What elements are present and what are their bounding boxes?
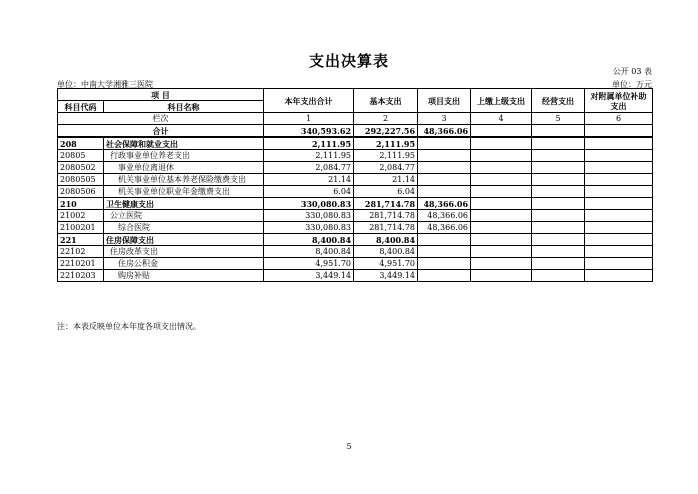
header-items-group: 项 目 <box>58 89 264 101</box>
table-row <box>58 246 653 258</box>
row-value <box>532 246 585 258</box>
header-code: 科目代码 <box>58 101 104 113</box>
total-row <box>58 125 653 138</box>
footnote: 注：本表反映单位本年度各项支出情况。 <box>57 322 201 331</box>
table-row <box>58 198 653 210</box>
row-value <box>585 198 653 210</box>
total-cell <box>471 125 532 138</box>
row-value <box>471 174 532 186</box>
row-value: 330,080.83 <box>264 198 354 210</box>
row-value <box>532 150 585 162</box>
row-value <box>532 270 585 282</box>
page-title: 支出决算表 <box>308 52 389 70</box>
row-value <box>418 258 471 270</box>
expenditure-table <box>57 88 653 282</box>
index-cell: 1 <box>264 113 354 125</box>
row-value <box>532 137 585 150</box>
index-cell: 4 <box>471 113 532 125</box>
row-value <box>585 210 653 222</box>
row-code: 21002 <box>58 210 104 222</box>
row-code: 2100201 <box>58 222 104 234</box>
row-code: 20805 <box>58 150 104 162</box>
currency-unit: 单位：万元 <box>612 80 652 89</box>
page-number: 5 <box>346 442 352 451</box>
index-label: 栏次 <box>58 113 264 125</box>
header-col5: 经营支出 <box>532 89 585 113</box>
row-name: 社会保障和就业支出 <box>104 137 264 150</box>
header-col3: 项目支出 <box>418 89 471 113</box>
row-code: 2080506 <box>58 186 104 198</box>
row-name: 机关事业单位职业年金缴费支出 <box>104 186 264 198</box>
header-col4: 上缴上级支出 <box>471 89 532 113</box>
row-code: 22102 <box>58 246 104 258</box>
table-row <box>58 234 653 246</box>
row-name: 卫生健康支出 <box>104 198 264 210</box>
row-name: 住房公积金 <box>104 258 264 270</box>
row-value <box>532 162 585 174</box>
row-value <box>532 198 585 210</box>
row-value: 4,951.70 <box>354 258 418 270</box>
row-code: 2210203 <box>58 270 104 282</box>
row-name: 机关事业单位基本养老保险缴费支出 <box>104 174 264 186</box>
table-row <box>58 258 653 270</box>
row-value <box>471 162 532 174</box>
row-value: 281,714.78 <box>354 198 418 210</box>
row-code: 2080505 <box>58 174 104 186</box>
row-value <box>585 150 653 162</box>
table-row <box>58 270 653 282</box>
row-value: 3,449.14 <box>264 270 354 282</box>
header-col1: 本年支出合计 <box>264 89 354 113</box>
row-value <box>418 246 471 258</box>
row-value: 48,366.06 <box>418 210 471 222</box>
row-value <box>418 174 471 186</box>
row-value <box>532 234 585 246</box>
row-value: 21.14 <box>354 174 418 186</box>
row-value <box>585 246 653 258</box>
row-value <box>418 150 471 162</box>
row-value: 8,400.84 <box>354 246 418 258</box>
row-value: 8,400.84 <box>264 234 354 246</box>
row-value <box>532 186 585 198</box>
row-value: 48,366.06 <box>418 198 471 210</box>
row-code: 2080502 <box>58 162 104 174</box>
row-value <box>418 162 471 174</box>
header-col2: 基本支出 <box>354 89 418 113</box>
row-value: 2,111.95 <box>264 150 354 162</box>
row-value: 48,366.06 <box>418 222 471 234</box>
table-row <box>58 137 653 150</box>
row-value <box>418 270 471 282</box>
table-row <box>58 162 653 174</box>
table-row <box>58 186 653 198</box>
row-value: 3,449.14 <box>354 270 418 282</box>
row-value: 2,084.77 <box>354 162 418 174</box>
row-value <box>471 137 532 150</box>
row-value: 8,400.84 <box>264 246 354 258</box>
row-value <box>471 258 532 270</box>
row-value <box>585 234 653 246</box>
row-name: 行政事业单位养老支出 <box>104 150 264 162</box>
total-cell: 292,227.56 <box>354 125 418 138</box>
row-name: 综合医院 <box>104 222 264 234</box>
total-label: 合计 <box>58 125 264 138</box>
header-row <box>58 89 653 101</box>
row-value <box>471 198 532 210</box>
row-value <box>532 210 585 222</box>
row-value <box>532 174 585 186</box>
row-value <box>585 137 653 150</box>
table-row <box>58 174 653 186</box>
total-cell <box>585 125 653 138</box>
row-value: 21.14 <box>264 174 354 186</box>
row-value: 6.04 <box>354 186 418 198</box>
header-name: 科目名称 <box>104 101 264 113</box>
row-value <box>585 162 653 174</box>
total-cell: 340,593.62 <box>264 125 354 138</box>
row-name: 公立医院 <box>104 210 264 222</box>
index-row <box>58 113 653 125</box>
row-code: 210 <box>58 198 104 210</box>
row-value <box>471 222 532 234</box>
row-value <box>585 174 653 186</box>
row-value <box>471 270 532 282</box>
row-value <box>418 186 471 198</box>
row-code: 221 <box>58 234 104 246</box>
row-value <box>532 258 585 270</box>
table-row <box>58 222 653 234</box>
row-value: 4,951.70 <box>264 258 354 270</box>
row-value <box>471 150 532 162</box>
row-value <box>418 137 471 150</box>
row-value <box>585 186 653 198</box>
row-value <box>585 270 653 282</box>
row-code: 2210201 <box>58 258 104 270</box>
index-cell: 5 <box>532 113 585 125</box>
row-value: 281,714.78 <box>354 222 418 234</box>
row-name: 住房改革支出 <box>104 246 264 258</box>
row-value <box>471 186 532 198</box>
row-value <box>471 246 532 258</box>
row-code: 208 <box>58 137 104 150</box>
row-value <box>471 234 532 246</box>
row-value: 281,714.78 <box>354 210 418 222</box>
index-cell: 3 <box>418 113 471 125</box>
row-value: 2,084.77 <box>264 162 354 174</box>
row-value: 330,080.83 <box>264 210 354 222</box>
row-value: 2,111.95 <box>264 137 354 150</box>
index-cell: 6 <box>585 113 653 125</box>
header-col6: 对附属单位补助支出 <box>585 89 653 113</box>
row-value <box>418 234 471 246</box>
row-name: 住房保障支出 <box>104 234 264 246</box>
row-value <box>585 258 653 270</box>
form-code: 公开 03 表 <box>612 67 652 76</box>
index-cell: 2 <box>354 113 418 125</box>
row-value: 330,080.83 <box>264 222 354 234</box>
total-cell: 48,366.06 <box>418 125 471 138</box>
row-value: 8,400.84 <box>354 234 418 246</box>
total-cell <box>532 125 585 138</box>
row-value: 2,111.95 <box>354 137 418 150</box>
row-name: 事业单位离退休 <box>104 162 264 174</box>
unit-name: 单位：中南大学湘雅三医院 <box>57 80 153 89</box>
table-row <box>58 210 653 222</box>
row-name: 购房补贴 <box>104 270 264 282</box>
row-value <box>532 222 585 234</box>
row-value <box>471 210 532 222</box>
row-value <box>585 222 653 234</box>
table-row <box>58 150 653 162</box>
row-value: 6.04 <box>264 186 354 198</box>
row-value: 2,111.95 <box>354 150 418 162</box>
